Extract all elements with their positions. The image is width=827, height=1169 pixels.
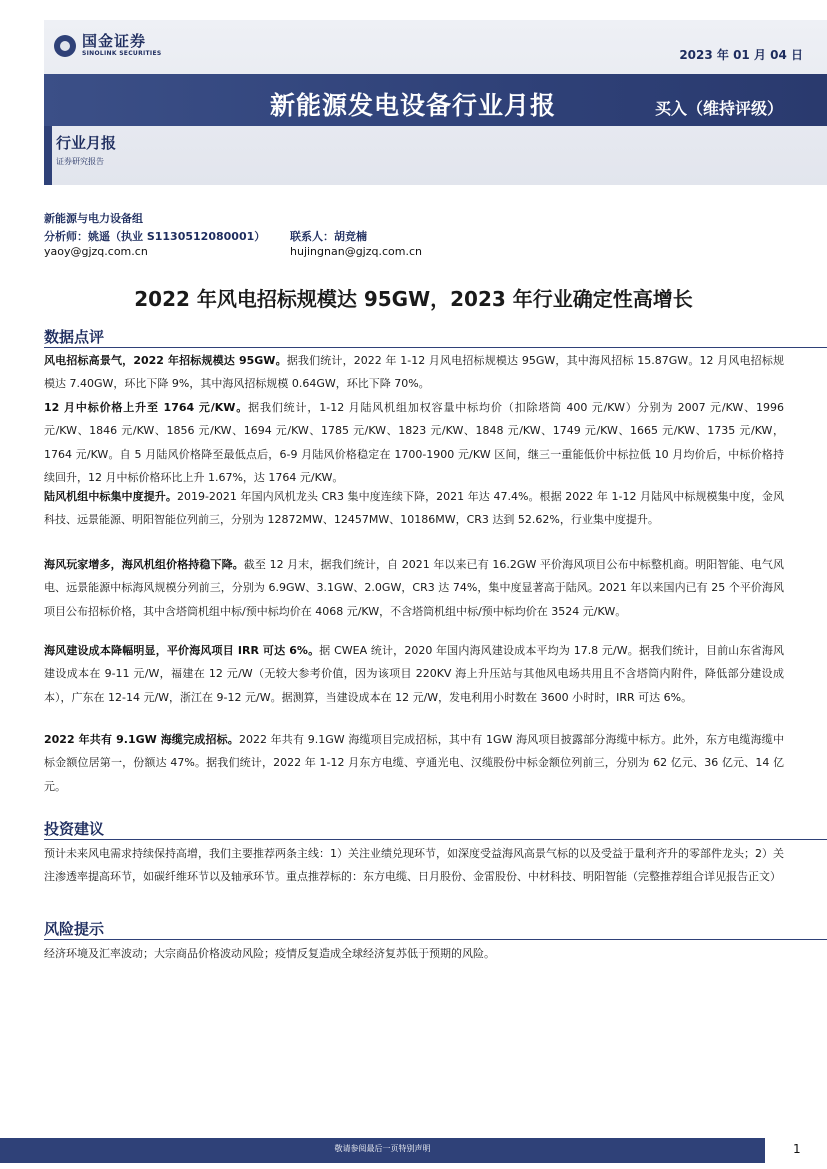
logo-name-cn: 国金证券 (82, 32, 147, 50)
paragraph-price (44, 396, 784, 490)
section-data-review (44, 326, 827, 348)
paragraph-body: 2019-2021 年国内风机龙头 CR3 集中度连续下降，2021 年达 47.4%。根据 2022 年 1-12 月陆风中标规模集中度，金风科技、远景能源、明阳智能位列前三，分别为 12872MW、12457MW、10186MW，CR3 达到 52.62%，行业集中度提升。 (44, 490, 784, 527)
paragraph-lead: 海风建设成本降幅明显，平价海风项目 IRR 可达 6%。 (44, 644, 320, 657)
report-title: 新能源发电设备行业月报 (270, 91, 557, 120)
banner-accent (44, 126, 52, 185)
report-subtype: 证券研究报告 (56, 157, 104, 166)
paragraph-body: 据我们统计，1-12 月陆风机组加权容量中标均价（扣除塔筒 400 元/KW）分别为 2007 元/KW、1996 元/KW、1846 元/KW、1856 元/KW、1694 元/KW、1785 元/KW、1823 元/KW、1848 元/KW、1749 元/KW、1665 元/KW、1735 元/KW，1764 元/KW。自 5 月陆风价格降至最低点后，6-9 月陆风价格稳定在 1700-1900 元/KW 区间，继三一重能低价中标拉低 10 月均价后，中标价格持续回升，12 月中标价格环比上升 1.67%，达 1764 元/KW。 (44, 401, 784, 485)
paragraph-lead: 海风玩家增多，海风机组价格持稳下降。 (44, 558, 244, 571)
logo-icon (54, 35, 76, 57)
paragraph-cost (44, 639, 784, 709)
section-title: 投资建议 (44, 820, 105, 838)
analyst-email[interactable]: yaoy@gjzq.com.cn (44, 245, 148, 258)
contact-email[interactable]: hujingnan@gjzq.com.cn (290, 245, 422, 258)
logo-name-en: SINOLINK SECURITIES (82, 50, 162, 57)
report-type: 行业月报 (56, 134, 117, 152)
paragraph-lead: 风电招标高景气，2022 年招标规模达 95GW。 (44, 354, 287, 367)
paragraph-lead: 12 月中标价格上升至 1764 元/KW。 (44, 401, 249, 414)
rating: 买入（维持评级） (655, 99, 784, 118)
paragraph-body: 截至 12 月末，据我们统计，自 2021 年以来已有 16.2GW 平价海风项目公布中标整机商。明阳智能、电气风电、远景能源中标海风规模分列前三，分别为 6.9GW、3.1GW、2.0GW，CR3 达 74%，集中度显著高于陆风。2021 年以来国内已有 25 个平价海风项目公布招标价格，其中含塔筒机组中标/预中标均价在 4068 元/KW，不含塔筒机组中标/预中标均价在 3524 元/KW。 (44, 558, 784, 618)
analyst-line: 分析师：姚遥（执业 S1130512080001） (44, 230, 266, 243)
paragraph-body: 经济环境及汇率波动；大宗商品价格波动风险；疫情反复造成全球经济复苏低于预期的风险。 (44, 947, 495, 960)
section-title: 风险提示 (44, 920, 105, 938)
paragraph-body: 据我们统计，2022 年 1-12 月风电招标规模达 95GW，其中海风招标 15.87GW。12 月风电招标规模达 7.40GW，环比下降 9%，其中海风招标规模 0.64GW，环比下降 70%。 (44, 354, 784, 391)
paragraph-lead: 2022 年共有 9.1GW 海缆完成招标。 (44, 733, 239, 746)
paragraph-concentration (44, 485, 784, 532)
section-risk (44, 918, 827, 940)
report-date: 2023 年 01 月 04 日 (679, 48, 803, 62)
company-logo (54, 34, 161, 57)
contact-line: 联系人：胡竞楠 (290, 230, 367, 243)
paragraph-cable (44, 728, 784, 798)
section-investment (44, 818, 827, 840)
paragraph-body: 2022 年共有 9.1GW 海缆项目完成招标，其中有 1GW 海风项目披露部分海缆中标方。此外，东方电缆海缆中标金额位居第一，份额达 47%。据我们统计，2022 年 1-12 月东方电缆、亨通光电、汉缆股份中标金额位列前三，分别为 62 亿元、36 亿元、14 亿元。 (44, 733, 784, 793)
page-number: 1 (793, 1142, 801, 1156)
paragraph-bidding (44, 349, 784, 396)
section-title: 数据点评 (44, 328, 105, 346)
paragraph-lead: 陆风机组中标集中度提升。 (44, 490, 177, 503)
report-headline: 2022 年风电招标规模达 95GW，2023 年行业确定性高增长 (134, 287, 693, 311)
footer-disclaimer[interactable]: 敬请参阅最后一页特别声明 (334, 1144, 431, 1153)
paragraph-investment (44, 842, 784, 889)
research-group: 新能源与电力设备组 (44, 212, 143, 225)
paragraph-body: 预计未来风电需求持续保持高增，我们主要推荐两条主线：1）关注业绩兑现环节，如深度受益海风高景气标的以及受益于量利齐升的零部件龙头；2）关注渗透率提高环节，如碳纤维环节以及轴承环节。重点推荐标的：东方电缆、日月股份、金雷股份、中材科技、明阳智能（完整推荐组合详见报告正文） (44, 847, 784, 884)
paragraph-offshore (44, 553, 784, 623)
paragraph-body: 据 CWEA 统计，2020 年国内海风建设成本平均为 17.8 元/W。据我们统计，目前山东省海风建设成本在 9-11 元/W，福建在 12 元/W（无较大参考价值，因为该项目 220KV 海上升压站与其他风电场共用且不含塔筒内附件，降低部分建设成本），广东在 12-14 元/W，浙江在 9-12 元/W。据测算，当建设成本在 12 元/W，发电利用小时数在 3600 小时时，IRR 可达 6%。 (44, 644, 784, 704)
paragraph-risk (44, 942, 784, 965)
